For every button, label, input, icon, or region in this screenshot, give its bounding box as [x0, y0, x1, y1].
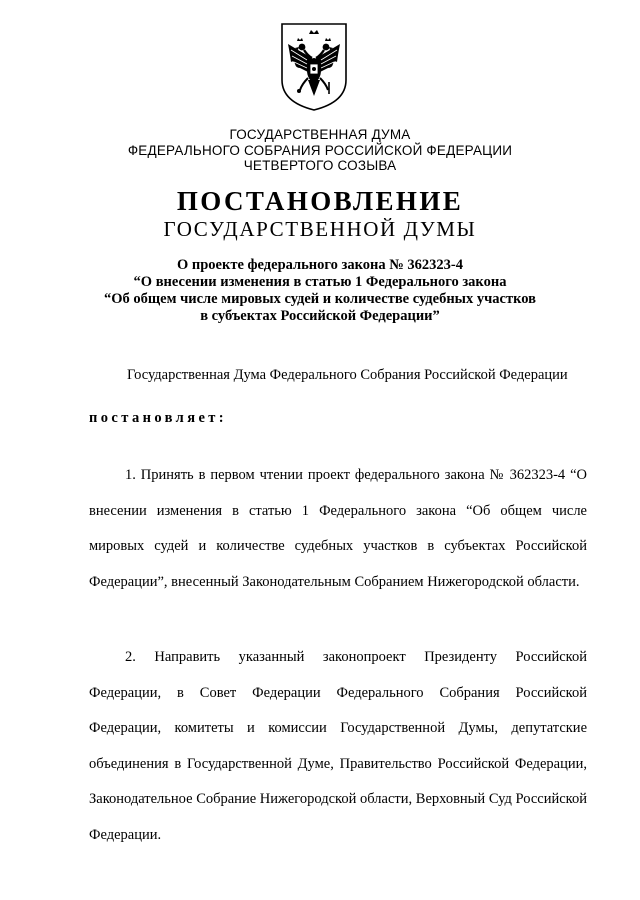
subject-line-4: в субъектах Российской Федерации” [200, 308, 440, 324]
subject-line-1: О проекте федерального закона № 362323-4 [176, 257, 464, 273]
header-line-2: ФЕДЕРАЛЬНОГО СОБРАНИЯ РОССИЙСКОЙ ФЕДЕРАЦИИ [127, 142, 513, 158]
header-line-1: ГОСУДАРСТВЕННАЯ ДУМА [229, 127, 411, 142]
document-title: ПОСТАНОВЛЕНИЕ [176, 186, 464, 216]
subject-line-3: “Об общем числе мировых судей и количестве судебных участков [104, 291, 536, 307]
document-subject [0, 257, 640, 325]
clause-2-paragraph: 2. Направить указанный законопроект Президенту Российской Федерации, в Совет Федерации Федерального Собрания Российской Федерации, комитеты и комиссии Государственной Думы, депутатские объединения в Государственной Думе, Правительство Российской Федерации, Законодательное Собрание Нижегородской области, Верховный Суд Российской Федерации. [89, 649, 587, 843]
issuer-header [0, 127, 640, 174]
decree-word: постановляет: [89, 410, 228, 426]
header-line-3: ЧЕТВЕРТОГО СОЗЫВА [243, 158, 397, 173]
document-subtitle: ГОСУДАРСТВЕННОЙ ДУМЫ [163, 217, 477, 241]
intro-paragraph: Государственная Дума Федерального Собрания Российской Федерации [127, 367, 568, 383]
clause-1-paragraph: 1. Принять в первом чтении проект федерального закона № 362323-4 “О внесении изменения в статью 1 Федерального закона “Об общем числе мировых судей и количестве судебных участков в субъектах Российской Федерации”, внесенный Законодательным Собранием Нижегородской области. [89, 467, 587, 590]
subject-line-2: “О внесении изменения в статью 1 Федерального закона [133, 274, 507, 290]
russian-double-headed-eagle-emblem-icon [278, 20, 350, 112]
